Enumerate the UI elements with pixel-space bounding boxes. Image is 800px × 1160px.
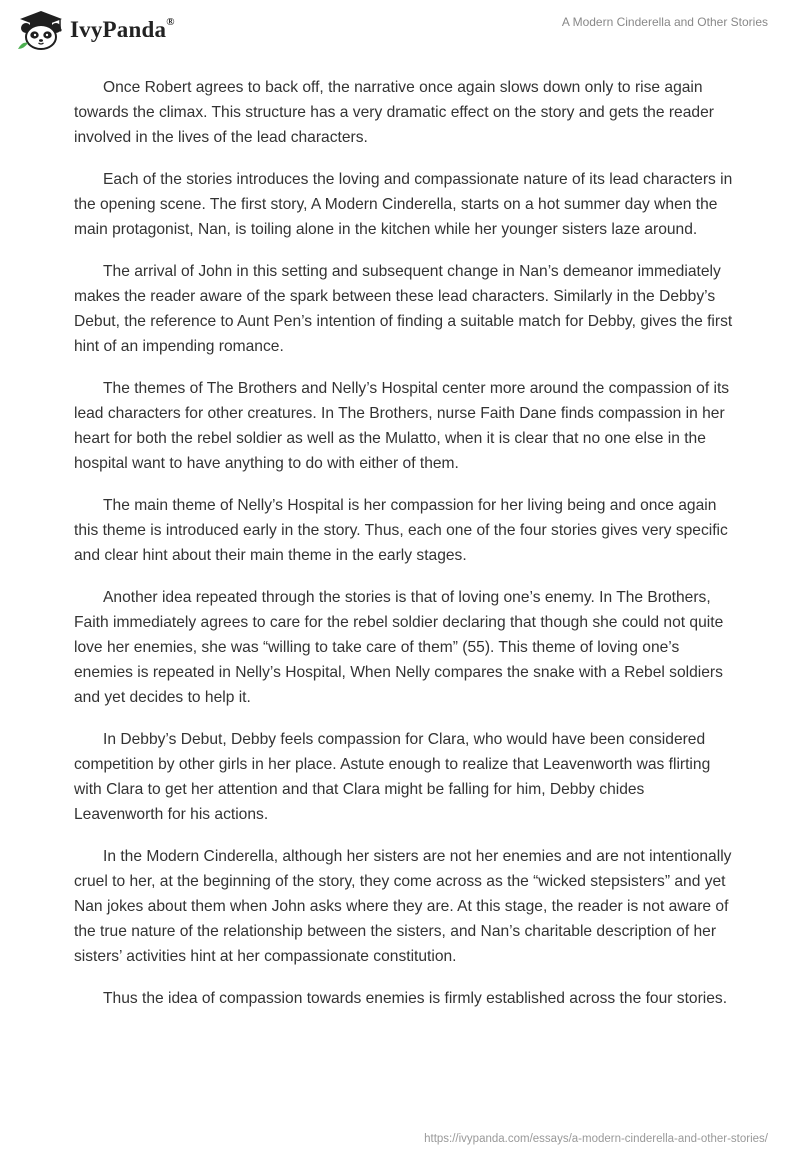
paragraph: The arrival of John in this setting and subsequent change in Nan’s demeanor immediately makes the reader aware of the spark between these lead characters. Similarly in the Debby’s Debut, the reference to Aunt Pen’s intention of finding a suitable match for Debby, gives the first hint of an impending romance. bbox=[74, 263, 733, 355]
brand-name bbox=[70, 17, 175, 43]
registered-mark: ® bbox=[166, 16, 175, 29]
paragraph: In Debby’s Debut, Debby feels compassion for Clara, who would have been considered competition by other girls in her place. Astute enough to realize that Leavenworth was flirting with Clara to get her attention and that Clara might be falling for him, Debby chides Leavenworth for his actions. bbox=[74, 731, 711, 823]
panda-logo-icon bbox=[16, 9, 66, 51]
paragraph: Thus the idea of compassion towards enemies is firmly established across the four stories. bbox=[103, 990, 728, 1007]
essay-body bbox=[74, 75, 734, 1028]
paragraph: Another idea repeated through the stories is that of loving one’s enemy. In The Brothers, Faith immediately agrees to care for the rebel soldier declaring that though she could not quite love her enemies, she was “willing to take care of them” (55). This theme of loving one’s enemies is repeated in Nelly’s Hospital, When Nelly compares the snake with a Rebel soldiers and yet decides to help it. bbox=[74, 589, 724, 706]
page-header bbox=[0, 0, 800, 60]
paragraph: Each of the stories introduces the loving and compassionate nature of its lead characters in the opening scene. The first story, A Modern Cinderella, starts on a hot summer day when the main protagonist, Nan, is toiling alone in the kitchen while her younger sisters laze around. bbox=[74, 171, 733, 238]
paragraph: Once Robert agrees to back off, the narrative once again slows down only to rise again towards the climax. This structure has a very dramatic effect on the story and gets the reader involved in the lives of the lead characters. bbox=[74, 79, 714, 146]
ivypanda-logo[interactable] bbox=[16, 9, 175, 51]
paragraph: The main theme of Nelly’s Hospital is her compassion for her living being and once again this theme is introduced early in the story. Thus, each one of the four stories gives very specific and clear hint about their main theme in the early stages. bbox=[74, 497, 728, 564]
paragraph: The themes of The Brothers and Nelly’s Hospital center more around the compassion of its lead characters for other creatures. In The Brothers, nurse Faith Dane finds compassion in her heart for both the rebel soldier as well as the Mulatto, when it is clear that no one else in the hospital want to have anything to do with either of them. bbox=[74, 380, 730, 472]
document-title: A Modern Cinderella and Other Stories bbox=[561, 15, 768, 29]
source-url[interactable]: https://ivypanda.com/essays/a-modern-cinderella-and-other-stories/ bbox=[424, 1133, 768, 1145]
paragraph: In the Modern Cinderella, although her sisters are not her enemies and are not intentionally cruel to her, at the beginning of the story, they come across as the “wicked stepsisters” and yet Nan jokes about them when John asks where they are. At this stage, the reader is not aware of the true nature of the relationship between the sisters, and Nan’s charitable description of her sisters’ activities hint at her compassionate constitution. bbox=[74, 848, 732, 965]
brand-text: IvyPanda bbox=[70, 17, 167, 42]
